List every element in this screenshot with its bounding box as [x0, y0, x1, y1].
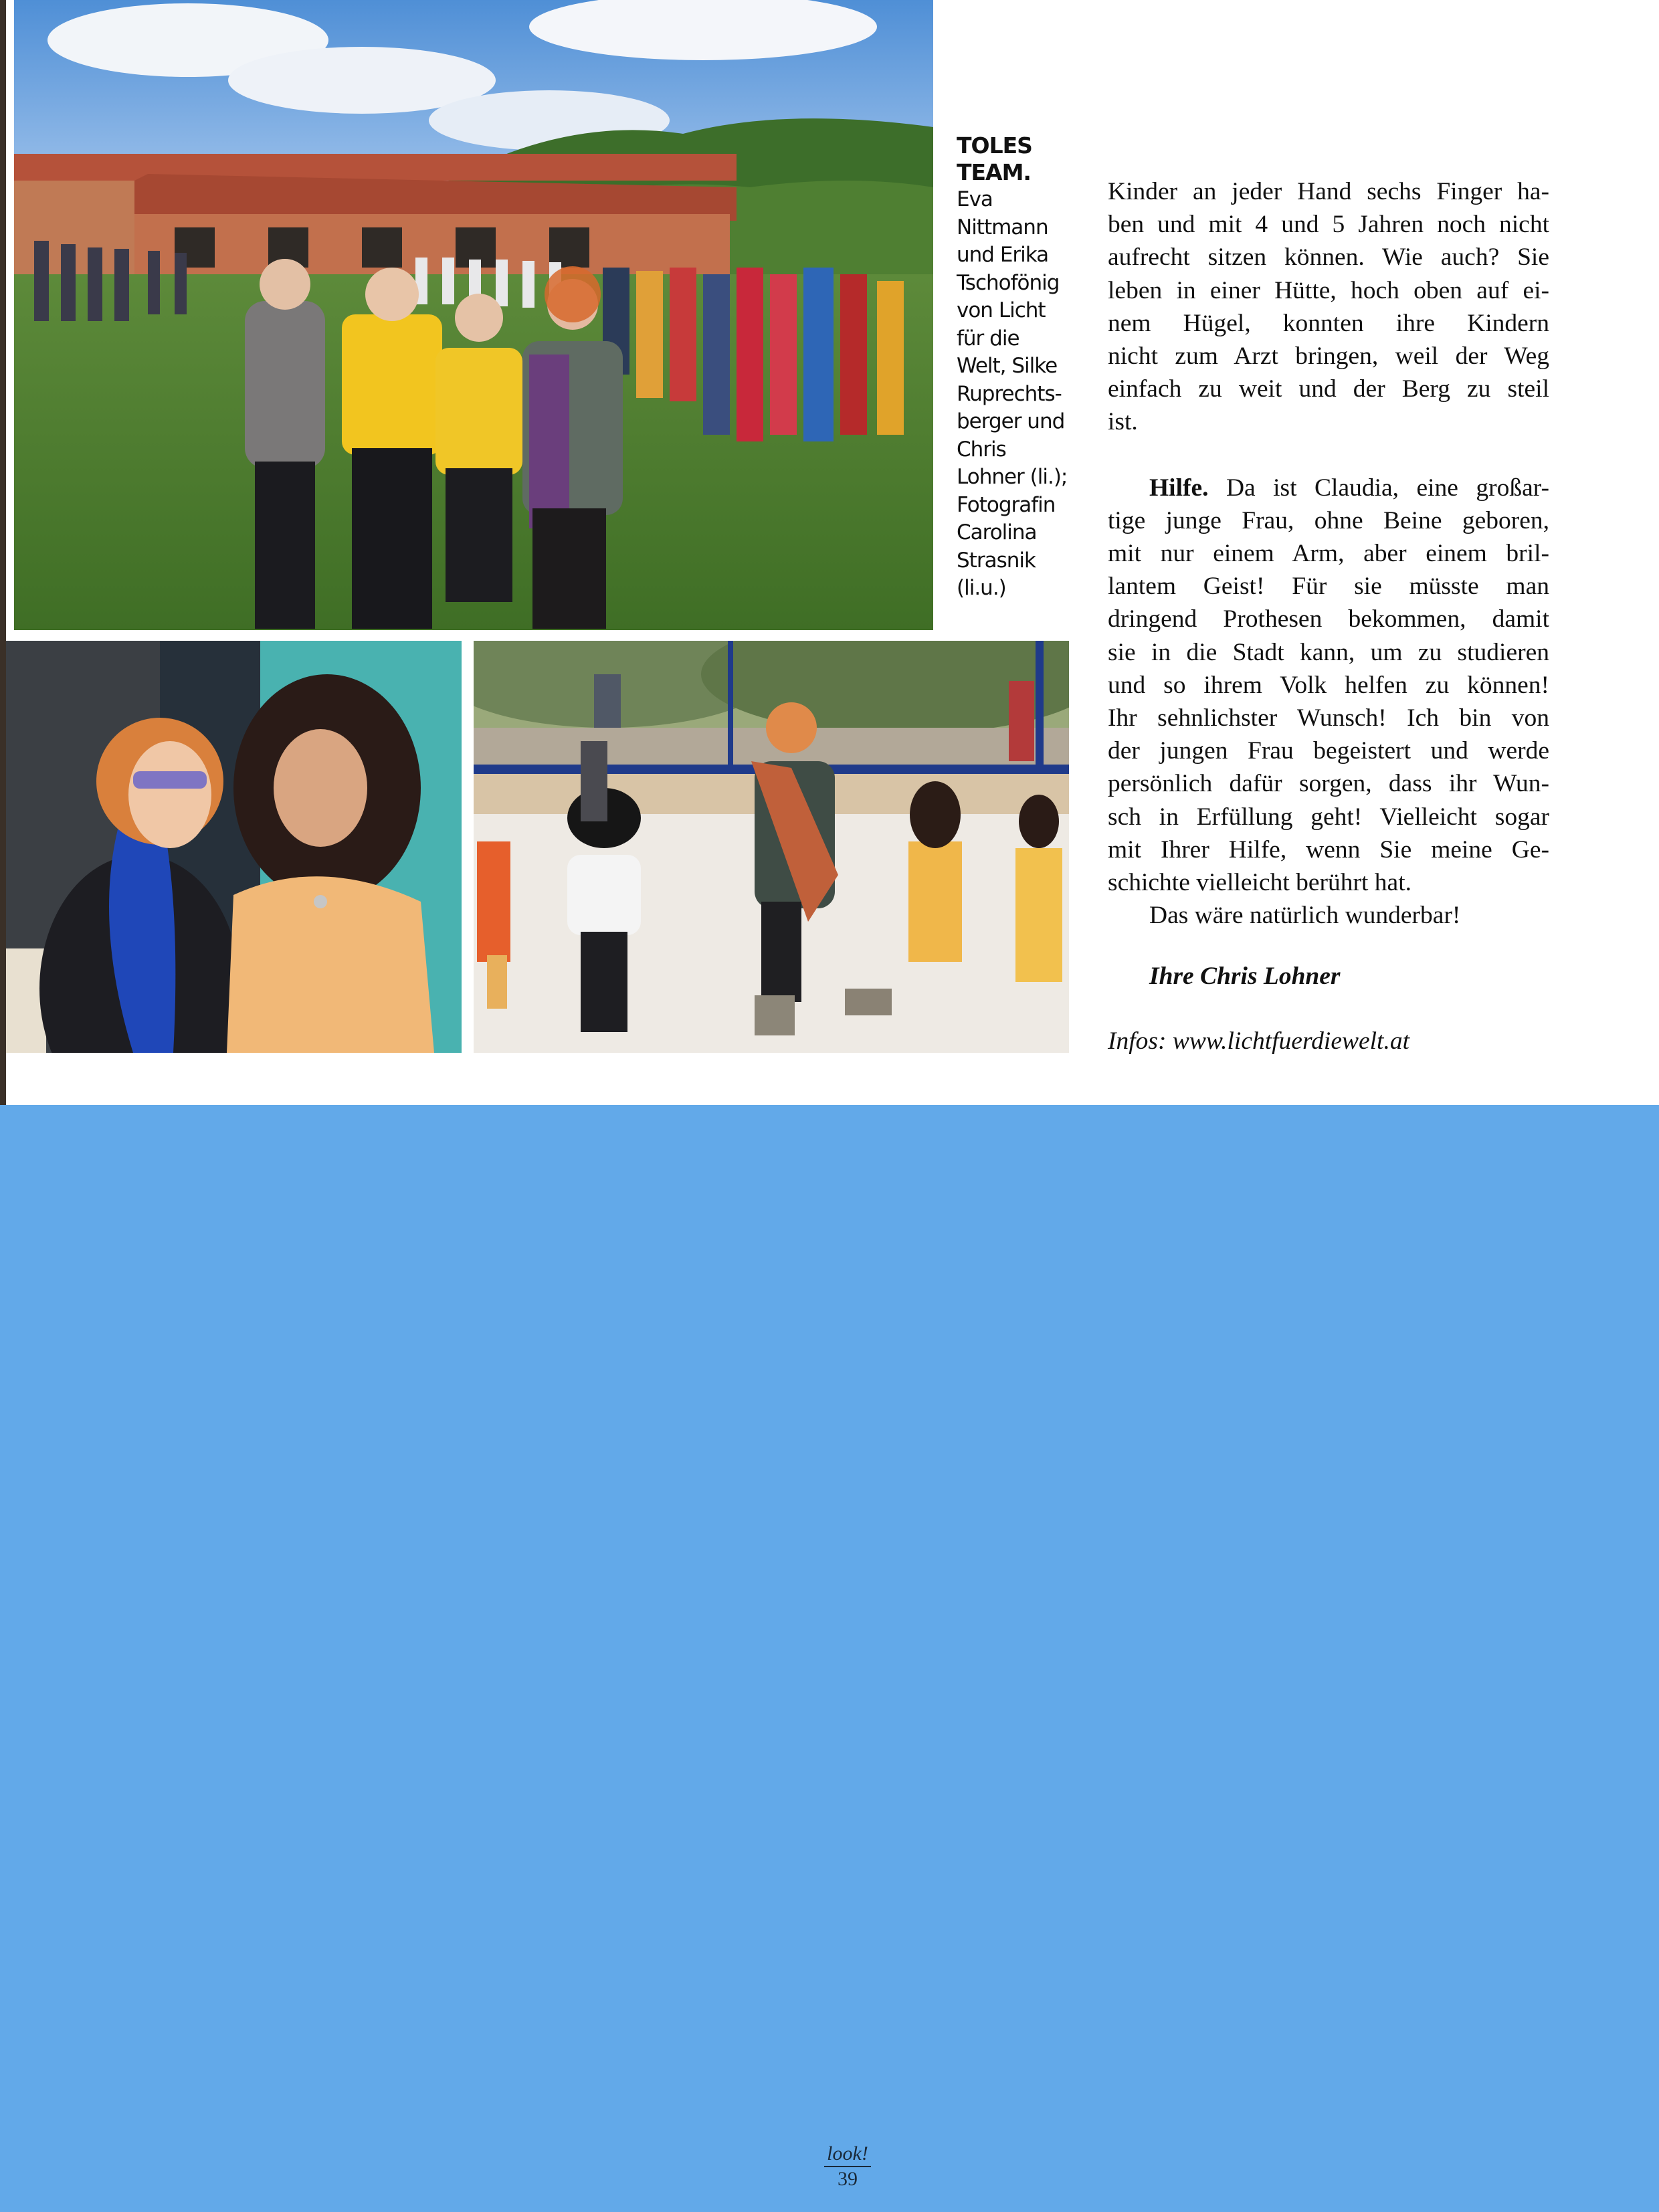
- section-lead-word: Hilfe.: [1149, 474, 1209, 502]
- article-line-lead: [1108, 472, 1549, 504]
- caption-line: von Licht: [957, 298, 1046, 322]
- caption-line: Carolina: [957, 520, 1037, 544]
- article-line: nicht zum Arzt bringen, weil der Weg: [1108, 342, 1549, 370]
- caption-line: berger und: [957, 409, 1065, 433]
- caption-line: Ruprechts-: [957, 381, 1062, 406]
- author-signature: Ihre Chris Lohner: [1149, 963, 1341, 990]
- team-group-photo: [14, 0, 933, 630]
- article-line: lantem Geist! Für sie müsste man: [1108, 573, 1549, 601]
- article-line: leben in einer Hütte, hoch oben auf ei-: [1108, 276, 1549, 304]
- caption-line: Welt, Silke: [957, 354, 1058, 378]
- caption-line: Strasnik: [957, 548, 1036, 573]
- photo-caption: [957, 132, 1084, 603]
- caption-title-line-2: TEAM.: [957, 159, 1031, 185]
- article-line: ist.: [1108, 408, 1138, 436]
- info-link-line: Infos: www.lichtfuerdiewelt.at: [1108, 1027, 1410, 1055]
- article-line: sie in die Stadt kann, um zu studieren: [1108, 638, 1549, 666]
- article-closing-line: Das wäre natürlich wunderbar!: [1149, 902, 1461, 930]
- blue-panel: [0, 1105, 1659, 2212]
- caption-line: für die: [957, 326, 1019, 350]
- caption-line: Lohner (li.);: [957, 465, 1068, 489]
- page-folio: [824, 2142, 871, 2191]
- article-line: persönlich dafür sorgen, dass ihr Wun-: [1108, 770, 1549, 798]
- article-line: schichte vielleicht berührt hat.: [1108, 868, 1411, 896]
- two-women-portrait-photo: [6, 641, 462, 1053]
- dance-circle-photo: [474, 641, 1069, 1053]
- article-line-rest: Da ist Claudia, eine großar-: [1208, 474, 1549, 502]
- caption-line: Tschofönig: [957, 270, 1060, 295]
- article-line: einfach zu weit und der Berg zu steil: [1108, 375, 1549, 403]
- article-line: mit Ihrer Hilfe, wenn Sie meine Ge-: [1108, 835, 1549, 864]
- paragraph-gap: [1108, 439, 1549, 472]
- page-number: 39: [838, 2168, 858, 2190]
- article-line: Kinder an jeder Hand sechs Finger ha-: [1108, 178, 1549, 205]
- page-edge-strip: [0, 0, 6, 1247]
- article-line: und so ihrem Volk helfen zu können!: [1108, 671, 1549, 699]
- caption-line: Fotografin: [957, 492, 1056, 517]
- article-line: tige junge Frau, ohne Beine geboren,: [1108, 506, 1549, 534]
- article-line: der jungen Frau begeistert und werde: [1108, 737, 1549, 765]
- caption-line: Chris: [957, 437, 1006, 462]
- caption-line: und Erika: [957, 243, 1049, 267]
- caption-line: (li.u.): [957, 576, 1006, 600]
- article-line: nem Hügel, konnten ihre Kindern: [1108, 309, 1549, 337]
- caption-title-line-1: TOLES: [957, 132, 1032, 159]
- caption-line: Nittmann: [957, 215, 1048, 239]
- article-line: aufrecht sitzen können. Wie auch? Sie: [1108, 243, 1549, 272]
- article-body: [1108, 175, 1549, 932]
- article-line: ben und mit 4 und 5 Jahren noch nicht: [1108, 211, 1549, 239]
- article-line: dringend Prothesen bekommen, damit: [1108, 605, 1549, 633]
- article-line: sch in Erfüllung geht! Vielleicht sogar: [1108, 803, 1549, 831]
- article-line: Ihr sehnlichster Wunsch! Ich bin von: [1108, 704, 1549, 732]
- magazine-name: look!: [824, 2142, 871, 2167]
- caption-line: Eva: [957, 187, 993, 211]
- article-line: mit nur einem Arm, aber einem bril-: [1108, 540, 1549, 568]
